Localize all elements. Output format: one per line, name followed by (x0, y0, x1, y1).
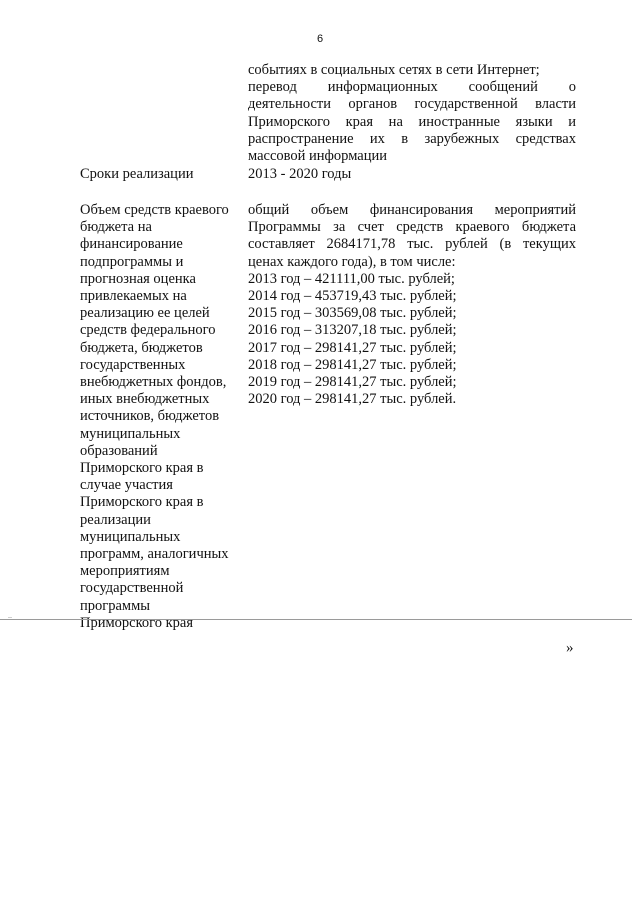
funding-label-line: прогнозная оценка (80, 270, 196, 287)
funding-label-line: государственных (80, 356, 186, 373)
funding-intro-line: ценах каждого года), в том числе: (248, 253, 456, 270)
funding-label-line: Объем средств краевого (80, 202, 229, 218)
media-block (248, 62, 576, 165)
funding-intro-line: составляет 2684171,78 тыс. рублей (в текущих (248, 236, 576, 253)
funding-year-line: 2020 год – 298141,27 тыс. рублей. (248, 391, 457, 408)
funding-label-line: внебюджетных фондов, (80, 374, 227, 391)
funding-label-line: муниципальных (80, 528, 181, 545)
funding-value (248, 202, 576, 408)
scan-divider-line (0, 619, 632, 620)
funding-label-line: мероприятиям (80, 563, 170, 580)
funding-intro-line: общий объем финансирования мероприятий (248, 202, 576, 218)
funding-year-line: 2014 год – 453719,43 тыс. рублей; (248, 288, 457, 305)
media-line: деятельности органов государственной власти (248, 96, 576, 113)
funding-year-line: 2019 год – 298141,27 тыс. рублей; (248, 374, 457, 391)
funding-year-line: 2017 год – 298141,27 тыс. рублей; (248, 339, 457, 356)
funding-label-line: источников, бюджетов (80, 408, 220, 425)
funding-label-line: государственной (80, 580, 184, 597)
funding-label (80, 202, 240, 632)
funding-label-line: Приморского края (80, 614, 194, 631)
funding-label-line: случае участия (80, 477, 173, 494)
scan-divider-tick (8, 617, 12, 618)
funding-label-line: бюджета, бюджетов (80, 339, 203, 356)
funding-year-line: 2015 год – 303569,08 тыс. рублей; (248, 305, 457, 322)
funding-label-line: привлекаемых на (80, 288, 187, 305)
funding-label-line: финансирование (80, 236, 183, 253)
funding-label-line: программ, аналогичных (80, 546, 229, 563)
funding-label-line: образований (80, 442, 158, 459)
media-line: распространение их в зарубежных средствах (248, 130, 576, 147)
funding-intro-line: Программы за счет средств краевого бюджета (248, 219, 576, 236)
funding-label-line: иных внебюджетных (80, 391, 210, 408)
funding-label-line: Приморского края в (80, 460, 204, 477)
terms-label: Сроки реализации (80, 166, 194, 182)
funding-label-line: подпрограммы и (80, 253, 184, 270)
funding-label-line: муниципальных (80, 425, 181, 442)
funding-label-line: программы (80, 597, 150, 614)
media-line: перевод информационных сообщений о (248, 79, 576, 96)
funding-year-line: 2013 год – 421111,00 тыс. рублей; (248, 270, 455, 287)
funding-label-line: реализации (80, 511, 151, 528)
funding-label-line: средств федерального (80, 322, 216, 339)
funding-label-line: бюджета на (80, 219, 152, 236)
media-line: Приморского края на иностранные языки и (248, 113, 576, 130)
funding-year-line: 2018 год – 298141,27 тыс. рублей; (248, 356, 457, 373)
funding-label-line: реализацию ее целей (80, 305, 210, 322)
closing-quote: » (566, 640, 574, 656)
page-number: 6 (316, 33, 324, 45)
media-line: событиях в социальных сетях в сети Интернет; (248, 62, 540, 78)
terms-value: 2013 - 2020 годы (248, 166, 352, 182)
funding-label-line: Приморского края в (80, 494, 204, 511)
media-line: массовой информации (248, 148, 388, 165)
funding-year-line: 2016 год – 313207,18 тыс. рублей; (248, 322, 457, 339)
